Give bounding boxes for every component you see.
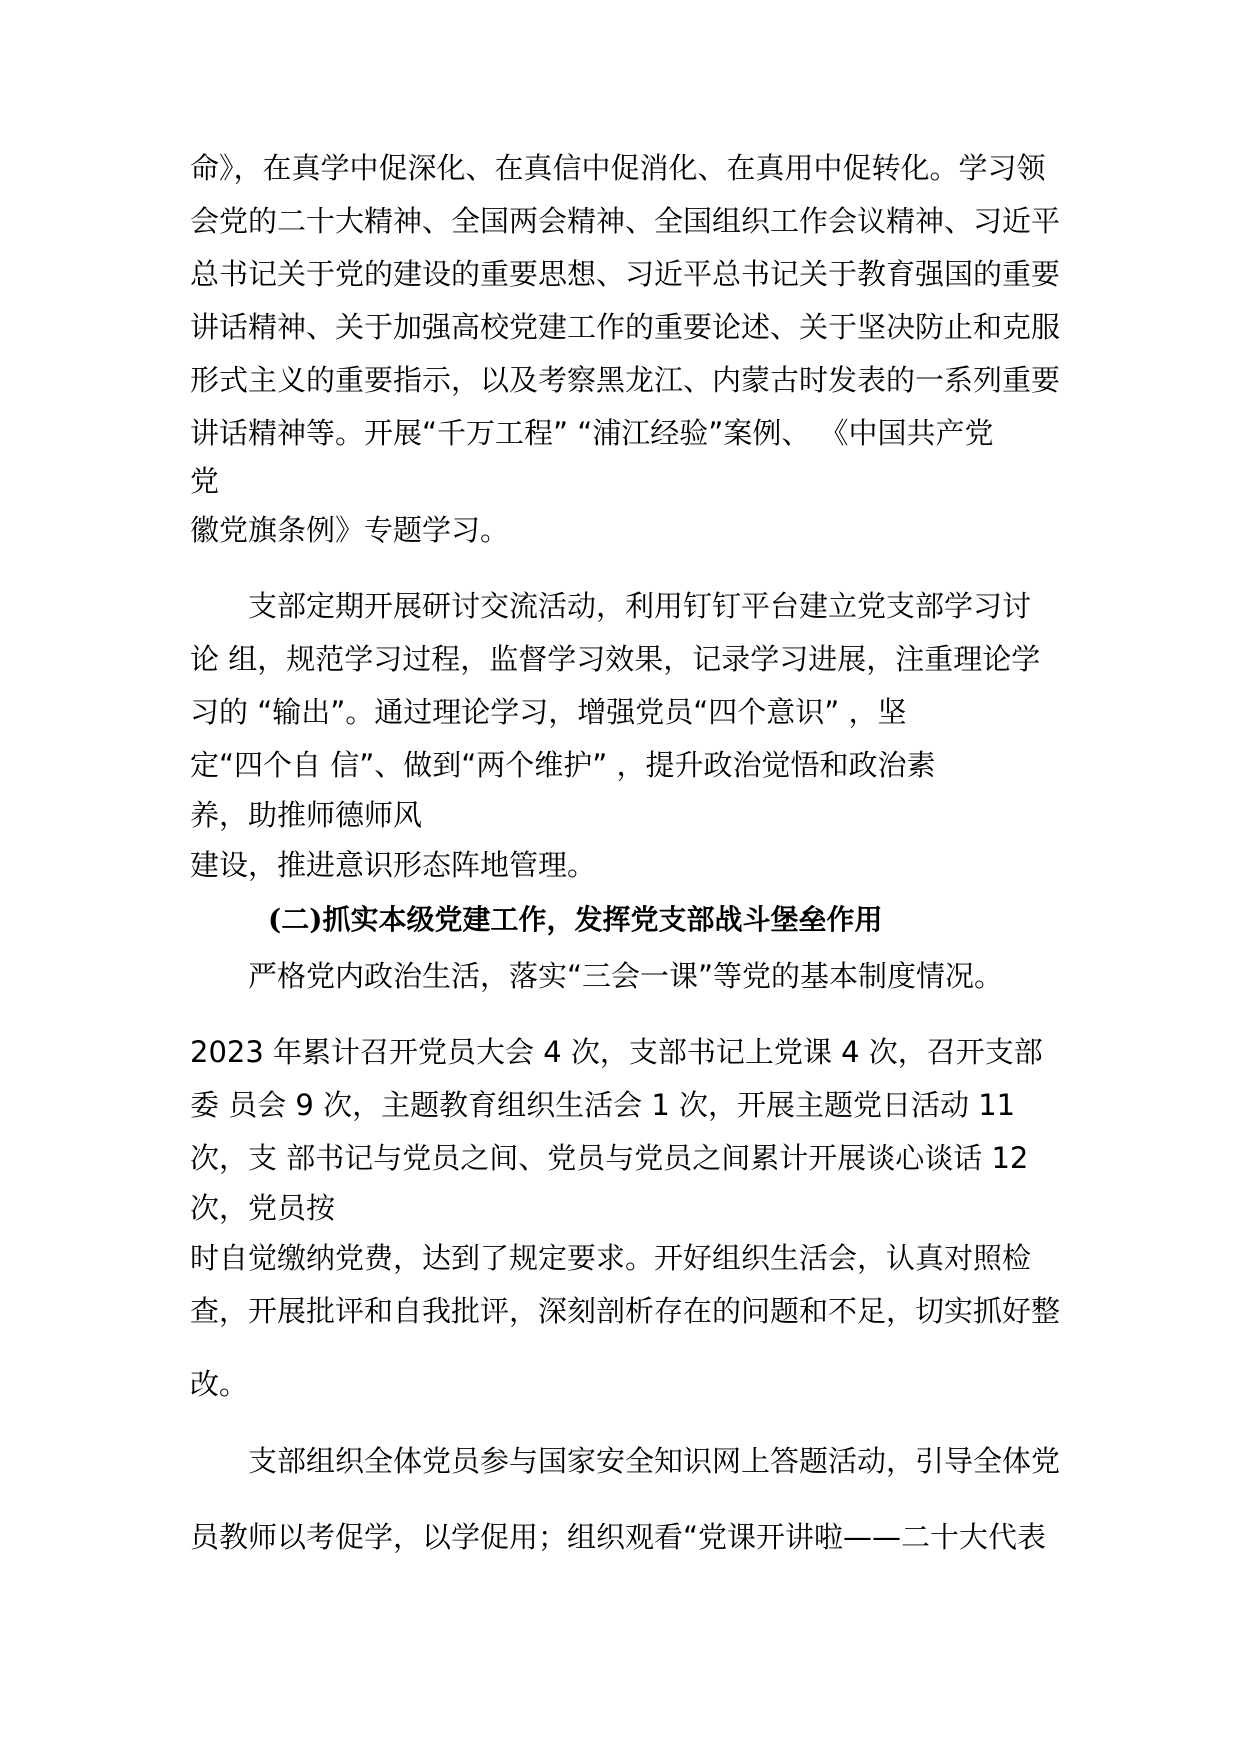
text-line: 讲话精神、关于加强高校党建工作的重要论述、关于坚决防止和克服 xyxy=(190,310,1061,344)
text-line: 讲话精神等。开展“千万工程” “浦江经验”案例、 《中国共产党 xyxy=(190,416,994,450)
text-line: 徽党旗条例》专题学习。 xyxy=(190,513,510,547)
text-line: 支部组织全体党员参与国家安全知识网上答题活动，引导全体党 xyxy=(190,1444,1061,1478)
text-line: 次，支 部书记与党员之间、党员与党员之间累计开展谈心谈话 12 xyxy=(190,1141,1029,1175)
text-line: 2023 年累计召开党员大会 4 次，支部书记上党课 4 次，召开支部 xyxy=(190,1035,1043,1069)
section-heading: (二)抓实本级党建工作，发挥党支部战斗堡垒作用 xyxy=(268,903,883,936)
text-line: 建设，推进意识形态阵地管理。 xyxy=(190,848,597,882)
text-line: 会党的二十大精神、全国两会精神、全国组织工作会议精神、习近平 xyxy=(190,204,1061,238)
text-line: 形式主义的重要指示，以及考察黑龙江、内蒙古时发表的一系列重要 xyxy=(190,363,1061,397)
text-line: 定“四个自 信”、做到“两个维护” ，提升政治觉悟和政治素 xyxy=(190,748,936,782)
text-line: 严格党内政治生活，落实“三会一课”等党的基本制度情况。 xyxy=(190,959,1004,993)
text-line: 支部定期开展研讨交流活动，利用钉钉平台建立党支部学习讨 xyxy=(190,589,1032,623)
text-line: 养，助推师德师风 xyxy=(190,798,423,832)
text-line: 时自觉缴纳党费，达到了规定要求。开好组织生活会，认真对照检 xyxy=(190,1241,1032,1275)
text-line: 次，党员按 xyxy=(190,1191,336,1225)
text-line: 命》，在真学中促深化、在真信中促消化、在真用中促转化。学习领 xyxy=(190,151,1046,185)
text-line: 查，开展批评和自我批评，深刻剖析存在的问题和不足，切实抓好整 xyxy=(190,1294,1061,1328)
text-line: 委 员会 9 次，主题教育组织生活会 1 次，开展主题党日活动 11 xyxy=(190,1088,1016,1122)
text-line: 习的 “输出”。通过理论学习，增强党员“四个意识” ，坚 xyxy=(190,695,907,729)
text-line: 论 组，规范学习过程，监督学习效果，记录学习进展，注重理论学 xyxy=(190,642,1041,676)
text-line: 总书记关于党的建设的重要思想、习近平总书记关于教育强国的重要 xyxy=(190,257,1061,291)
text-line: 员教师以考促学，以学促用；组织观看“党课开讲啦——二十大代表 xyxy=(190,1520,1047,1554)
text-line: 党 xyxy=(190,464,220,498)
text-line: 改。 xyxy=(190,1367,249,1401)
